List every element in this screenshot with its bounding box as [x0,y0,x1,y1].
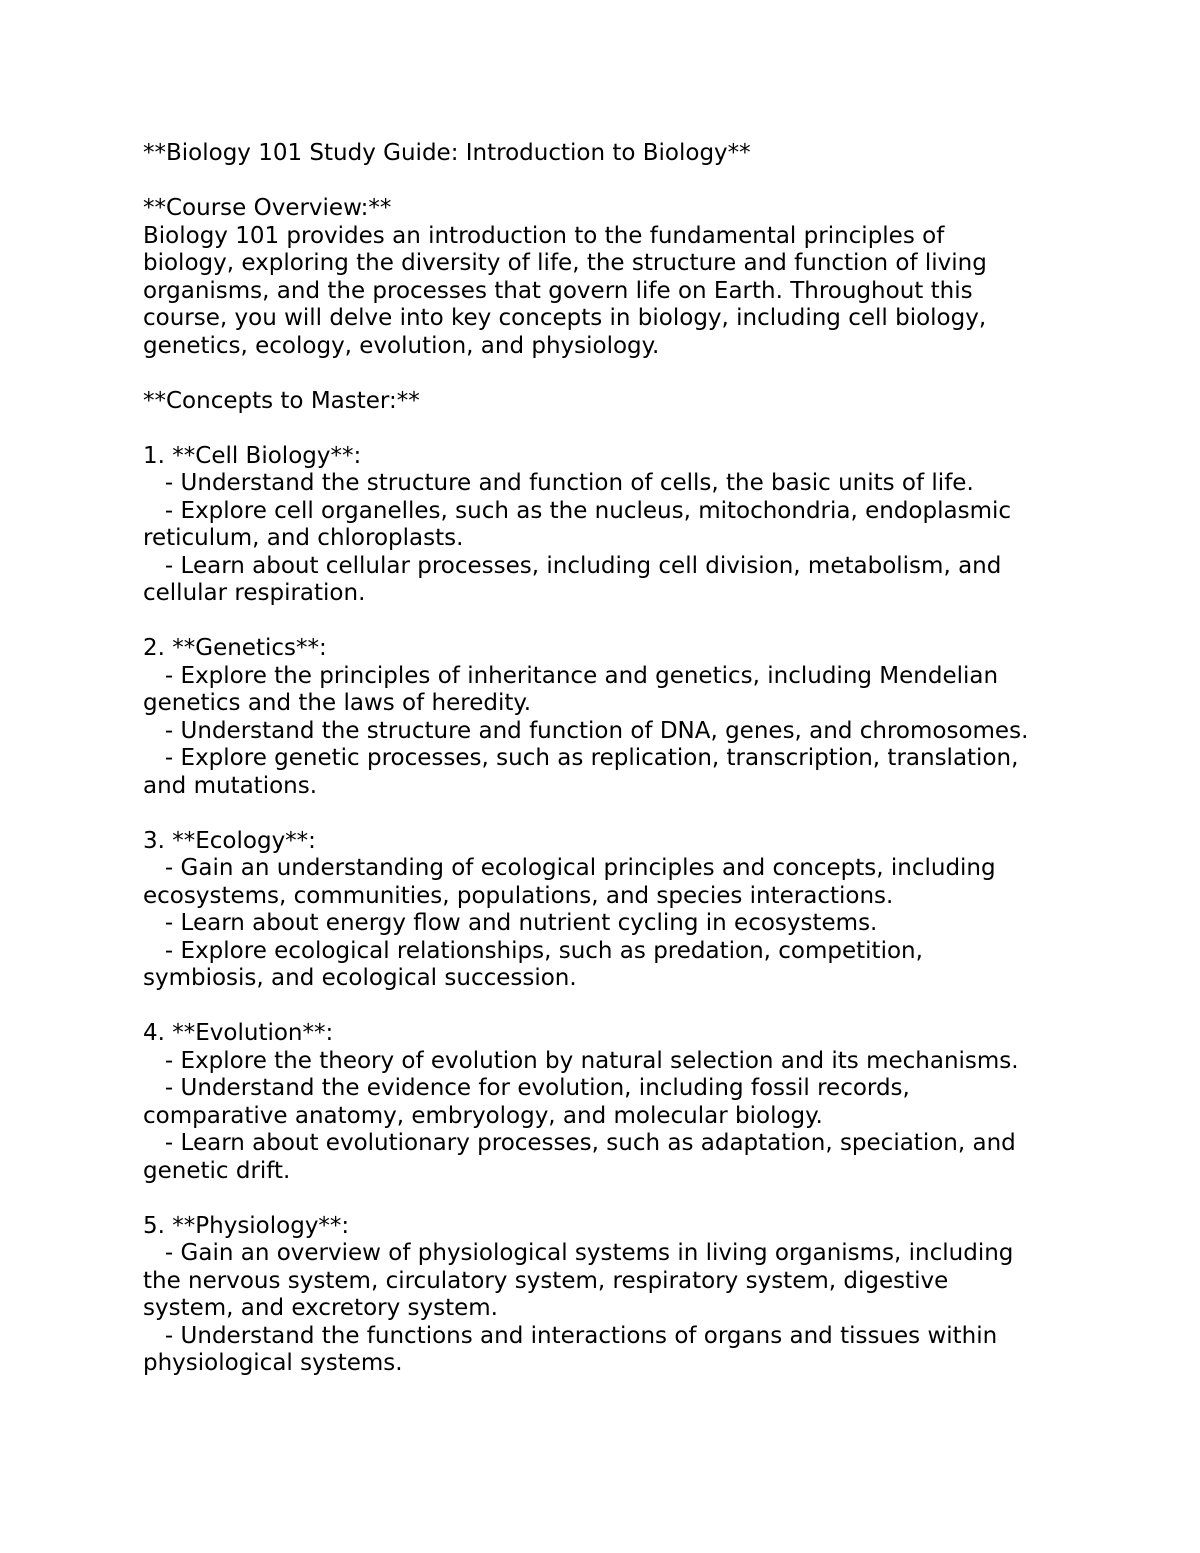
section-heading-physiology: 5. **Physiology**: [143,1212,350,1239]
overview-line: biology, exploring the diversity of life, the structure and function of living [143,250,987,276]
section-line: - Explore ecological relationships, such as predation, competition, [143,937,923,964]
blank-line [143,993,1143,1021]
section-line: - Explore cell organelles, such as the nucleus, mitochondria, endoplasmic [143,497,1012,524]
section-line: symbiosis, and ecological succession. [143,965,577,991]
overview-line: genetics, ecology, evolution, and physiology. [143,332,660,359]
section-line: - Gain an understanding of ecological principles and concepts, including [143,855,996,881]
blank-line [143,415,1143,443]
section-line: - Explore the principles of inheritance and genetics, including Mendelian [143,662,999,689]
section-heading-evolution: 4. **Evolution**: [143,1020,334,1046]
section-line: - Explore genetic processes, such as replication, transcription, translation, [143,745,1019,771]
overview-line: Biology 101 provides an introduction to the fundamental principles of [143,222,945,249]
blank-line [143,168,1143,196]
section-line: cellular respiration. [143,580,366,606]
section-line: - Understand the evidence for evolution, including fossil records, [143,1075,910,1101]
section-line: - Learn about energy flow and nutrient cycling in ecosystems. [143,910,878,936]
section-heading-genetics: 2. **Genetics**: [143,635,327,661]
section-line: - Explore the theory of evolution by natural selection and its mechanisms. [143,1047,1019,1074]
section-line: and mutations. [143,772,318,799]
section-line: system, and excretory system. [143,1295,498,1321]
concepts-heading: **Concepts to Master:** [143,387,420,414]
overview-heading: **Course Overview:** [143,195,392,221]
overview-line: course, you will delve into key concepts in biology, including cell biology, [143,305,987,331]
section-line: - Understand the structure and function of cells, the basic units of life. [143,470,974,496]
blank-line [143,608,1143,636]
section-line: the nervous system, circulatory system, respiratory system, digestive [143,1267,949,1294]
section-line: - Learn about cellular processes, including cell division, metabolism, and [143,552,1002,579]
section-heading-ecology: 3. **Ecology**: [143,827,316,854]
document-page [143,140,1143,1378]
section-line: - Gain an overview of physiological systems in living organisms, including [143,1240,1014,1266]
blank-line [143,1185,1143,1213]
document-title: **Biology 101 Study Guide: Introduction to Biology** [143,140,751,166]
section-line: - Learn about evolutionary processes, such as adaptation, speciation, and [143,1130,1016,1156]
blank-line [143,360,1143,388]
section-line: ecosystems, communities, populations, and species interactions. [143,882,894,909]
blank-line [143,800,1143,828]
section-line: - Understand the functions and interactions of organs and tissues within [143,1322,998,1349]
overview-line: organisms, and the processes that govern life on Earth. Throughout this [143,277,973,304]
section-line: genetics and the laws of heredity. [143,690,532,716]
section-heading-cell-biology: 1. **Cell Biology**: [143,442,362,469]
section-line: comparative anatomy, embryology, and molecular biology. [143,1102,823,1129]
section-line: genetic drift. [143,1157,291,1184]
section-line: physiological systems. [143,1350,403,1376]
section-line: reticulum, and chloroplasts. [143,525,464,551]
section-line: - Understand the structure and function of DNA, genes, and chromosomes. [143,717,1029,744]
